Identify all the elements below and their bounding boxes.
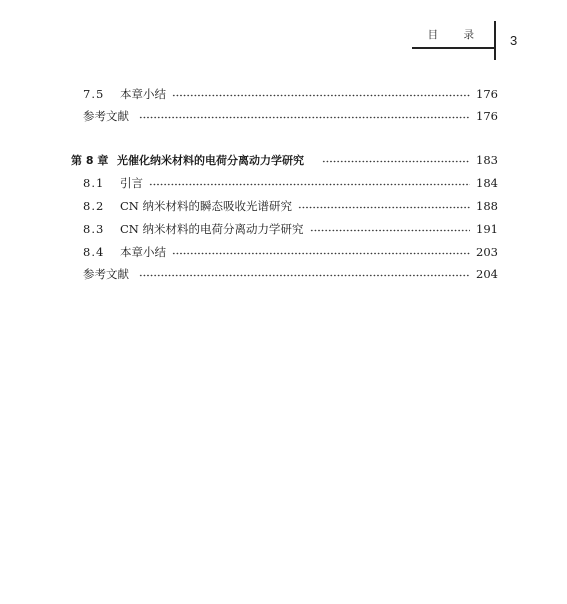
- toc-entry-page: 203: [476, 245, 498, 259]
- toc-chapter-number: 第 8 章: [71, 154, 109, 167]
- toc-entry-page: 176: [476, 87, 498, 101]
- header-rule: [412, 47, 495, 49]
- toc-entry-title: 本章小结: [120, 245, 166, 259]
- toc-entry-page: 204: [476, 267, 498, 281]
- toc-entry-page: 176: [476, 109, 498, 123]
- toc-entry-page: 191: [476, 222, 498, 236]
- toc-entry-page: 183: [476, 153, 498, 167]
- toc-leader-dots: [298, 198, 470, 215]
- toc-entry-8-2[interactable]: [83, 198, 498, 215]
- running-header: [0, 0, 567, 70]
- toc-entry-7-5[interactable]: [83, 86, 498, 103]
- toc-chapter-title: 光催化纳米材料的电荷分离动力学研究: [117, 154, 304, 167]
- toc-entry-number: 7.5: [83, 87, 105, 101]
- toc-entry-page: 184: [476, 176, 498, 190]
- toc-entry-8-1[interactable]: [83, 175, 498, 192]
- toc-leader-dots: [172, 86, 470, 103]
- toc-entry-title: CN 纳米材料的电荷分离动力学研究: [120, 222, 304, 236]
- toc-entry-number: 8.4: [83, 245, 105, 259]
- toc-leader-dots: [172, 244, 470, 261]
- toc-chapter-8[interactable]: [71, 152, 498, 169]
- toc-leader-dots: [139, 266, 470, 283]
- toc-entry-title: CN 纳米材料的瞬态吸收光谱研究: [120, 199, 293, 213]
- toc-entry-title: 本章小结: [120, 87, 166, 101]
- toc-entry-references-8[interactable]: [83, 266, 498, 283]
- section-label: 目 录: [427, 29, 485, 41]
- toc-leader-dots: [149, 175, 470, 192]
- toc-entry-8-3[interactable]: [83, 221, 498, 238]
- toc-entry-number: 8.2: [83, 199, 105, 213]
- header-vertical-bar: [494, 21, 496, 60]
- toc-entry-8-4[interactable]: [83, 244, 498, 261]
- toc-leader-dots: [139, 108, 470, 125]
- page-number: 3: [510, 33, 518, 48]
- toc-entry-page: 188: [476, 199, 498, 213]
- toc-entry-title: 参考文献: [83, 109, 129, 123]
- toc-entry-number: 8.1: [83, 176, 105, 190]
- toc-leader-dots: [322, 152, 470, 169]
- toc-entry-title: 引言: [120, 176, 143, 190]
- toc-entry-title: 参考文献: [83, 267, 129, 281]
- toc-leader-dots: [310, 221, 470, 238]
- toc-entry-number: 8.3: [83, 222, 105, 236]
- toc-entry-references-7[interactable]: [83, 108, 498, 125]
